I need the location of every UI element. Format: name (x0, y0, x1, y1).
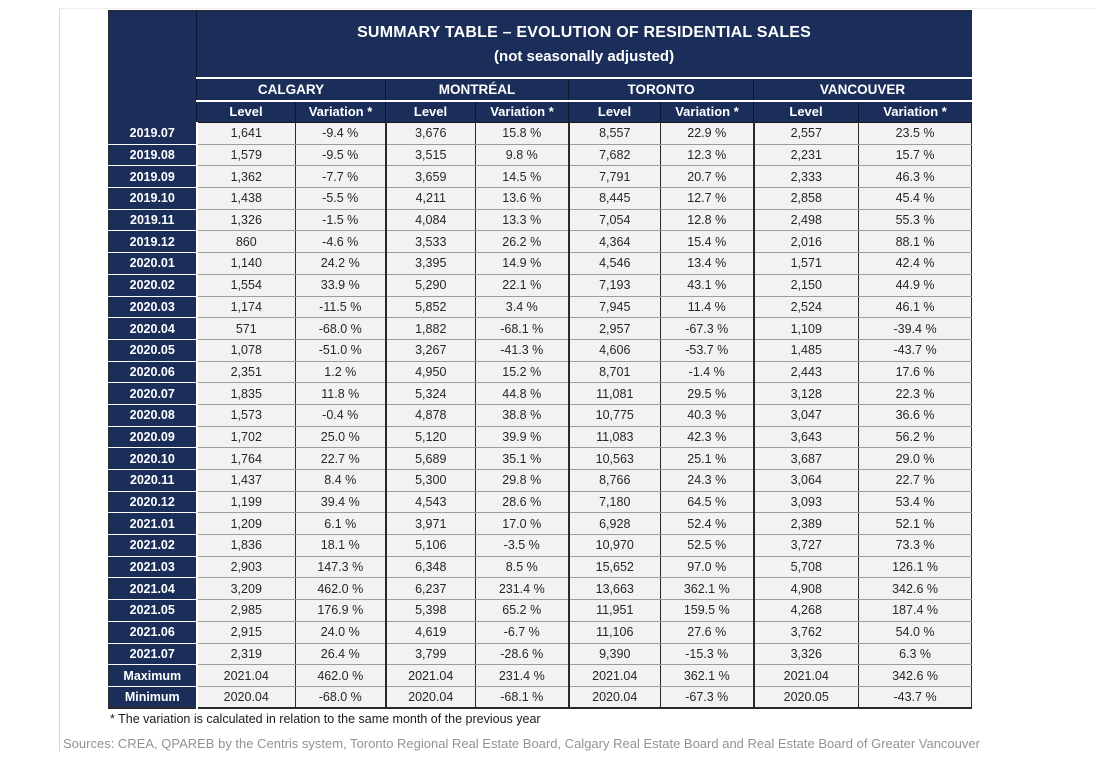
level-cell: 15,652 (569, 556, 661, 578)
row-label: 2020.05 (109, 339, 197, 361)
row-label: 2019.07 (109, 123, 197, 145)
level-cell: 7,682 (569, 144, 661, 166)
variation-cell: 11.8 % (296, 383, 386, 405)
variation-cell: 362.1 % (661, 665, 754, 687)
variation-cell: 40.3 % (661, 404, 754, 426)
level-cell: 2021.04 (569, 665, 661, 687)
table-row (109, 404, 972, 426)
table-row (109, 166, 972, 188)
level-cell: 2020.04 (569, 686, 661, 708)
variation-cell: 342.6 % (859, 665, 972, 687)
level-cell: 2021.04 (386, 665, 476, 687)
level-cell: 1,836 (197, 535, 296, 557)
table-row (109, 296, 972, 318)
subheader-variation: Variation * (661, 101, 754, 123)
level-cell: 3,395 (386, 253, 476, 275)
variation-cell: -68.1 % (476, 318, 569, 340)
table-row (109, 491, 972, 513)
subheader-variation: Variation * (476, 101, 569, 123)
variation-cell: 24.3 % (661, 470, 754, 492)
variation-cell: -1.4 % (661, 361, 754, 383)
level-cell: 3,643 (754, 426, 859, 448)
variation-cell: 3.4 % (476, 296, 569, 318)
row-label: 2020.03 (109, 296, 197, 318)
variation-cell: -68.0 % (296, 318, 386, 340)
table-row (109, 448, 972, 470)
table-row (109, 556, 972, 578)
variation-cell: -43.7 % (859, 339, 972, 361)
level-cell: 2,351 (197, 361, 296, 383)
variation-cell: -41.3 % (476, 339, 569, 361)
variation-cell: -39.4 % (859, 318, 972, 340)
level-cell: 3,687 (754, 448, 859, 470)
variation-cell: -7.7 % (296, 166, 386, 188)
variation-cell: 23.5 % (859, 123, 972, 145)
table-row (109, 274, 972, 296)
level-cell: 1,579 (197, 144, 296, 166)
variation-cell: -43.7 % (859, 686, 972, 708)
table-row (109, 123, 972, 145)
level-cell: 2,016 (754, 231, 859, 253)
variation-cell: 53.4 % (859, 491, 972, 513)
subheader-level: Level (754, 101, 859, 123)
level-cell: 5,300 (386, 470, 476, 492)
level-cell: 2,957 (569, 318, 661, 340)
row-label: 2021.01 (109, 513, 197, 535)
level-cell: 3,093 (754, 491, 859, 513)
level-cell: 13,663 (569, 578, 661, 600)
variation-cell: 159.5 % (661, 600, 754, 622)
row-label: 2020.10 (109, 448, 197, 470)
variation-cell: 24.2 % (296, 253, 386, 275)
level-cell: 6,237 (386, 578, 476, 600)
level-cell: 10,563 (569, 448, 661, 470)
variation-cell: 231.4 % (476, 578, 569, 600)
variation-cell: 462.0 % (296, 578, 386, 600)
variation-cell: 44.8 % (476, 383, 569, 405)
level-cell: 1,109 (754, 318, 859, 340)
variation-cell: 46.3 % (859, 166, 972, 188)
level-cell: 8,445 (569, 188, 661, 210)
level-cell: 1,326 (197, 209, 296, 231)
level-cell: 860 (197, 231, 296, 253)
level-cell: 2,557 (754, 123, 859, 145)
row-label: 2021.06 (109, 621, 197, 643)
row-label: 2020.07 (109, 383, 197, 405)
variation-cell: 13.6 % (476, 188, 569, 210)
subheader-variation: Variation * (859, 101, 972, 123)
level-cell: 1,641 (197, 123, 296, 145)
variation-cell: -68.0 % (296, 686, 386, 708)
table-header (109, 11, 972, 123)
variation-cell: 64.5 % (661, 491, 754, 513)
sources-line: Sources: CREA, QPAREB by the Centris system, Toronto Regional Real Estate Board, Calgary Real Estate Board and Real Estate Board of Greater Vancouver (63, 736, 980, 751)
level-cell: 2,231 (754, 144, 859, 166)
level-cell: 5,324 (386, 383, 476, 405)
row-label: 2020.08 (109, 404, 197, 426)
level-cell: 4,619 (386, 621, 476, 643)
level-cell: 3,128 (754, 383, 859, 405)
table-row (109, 144, 972, 166)
variation-cell: 46.1 % (859, 296, 972, 318)
variation-cell: 25.1 % (661, 448, 754, 470)
level-cell: 6,348 (386, 556, 476, 578)
variation-cell: 42.3 % (661, 426, 754, 448)
variation-cell: 18.1 % (296, 535, 386, 557)
level-cell: 5,398 (386, 600, 476, 622)
variation-cell: 29.0 % (859, 448, 972, 470)
level-cell: 4,878 (386, 404, 476, 426)
variation-cell: -15.3 % (661, 643, 754, 665)
variation-cell: 11.4 % (661, 296, 754, 318)
variation-cell: -4.6 % (296, 231, 386, 253)
level-cell: 3,047 (754, 404, 859, 426)
level-cell: 2,858 (754, 188, 859, 210)
table-body (109, 123, 972, 709)
city-header-row (109, 78, 972, 101)
summary-row (109, 665, 972, 687)
summary-row (109, 686, 972, 708)
table-row (109, 318, 972, 340)
variation-cell: 52.4 % (661, 513, 754, 535)
row-label: 2020.01 (109, 253, 197, 275)
table-row (109, 621, 972, 643)
row-label: 2019.11 (109, 209, 197, 231)
variation-cell: 22.1 % (476, 274, 569, 296)
variation-cell: 56.2 % (859, 426, 972, 448)
level-cell: 1,882 (386, 318, 476, 340)
variation-cell: 15.4 % (661, 231, 754, 253)
variation-cell: 35.1 % (476, 448, 569, 470)
table-title: SUMMARY TABLE – EVOLUTION OF RESIDENTIAL SALES (357, 23, 812, 41)
city-header-calgary: CALGARY (197, 78, 386, 101)
level-cell: 1,571 (754, 253, 859, 275)
row-label: Minimum (109, 686, 197, 708)
level-cell: 2,985 (197, 600, 296, 622)
city-header-montreal: MONTRÉAL (386, 78, 569, 101)
level-cell: 4,543 (386, 491, 476, 513)
level-cell: 4,908 (754, 578, 859, 600)
variation-cell: 38.8 % (476, 404, 569, 426)
row-label: 2019.12 (109, 231, 197, 253)
row-label: Maximum (109, 665, 197, 687)
level-cell: 11,083 (569, 426, 661, 448)
variation-cell: 14.9 % (476, 253, 569, 275)
level-cell: 1,764 (197, 448, 296, 470)
subheader-level: Level (386, 101, 476, 123)
level-cell: 3,064 (754, 470, 859, 492)
variation-cell: -9.5 % (296, 144, 386, 166)
table-row (109, 339, 972, 361)
table-title-cell (197, 11, 972, 78)
table-subtitle: (not seasonally adjusted) (494, 47, 675, 65)
variation-cell: 13.4 % (661, 253, 754, 275)
level-cell: 5,689 (386, 448, 476, 470)
variation-cell: 176.9 % (296, 600, 386, 622)
level-cell: 1,437 (197, 470, 296, 492)
level-cell: 3,533 (386, 231, 476, 253)
variation-cell: 26.4 % (296, 643, 386, 665)
level-cell: 8,557 (569, 123, 661, 145)
table-row (109, 426, 972, 448)
level-cell: 2021.04 (197, 665, 296, 687)
variation-cell: 29.8 % (476, 470, 569, 492)
variation-footnote: * The variation is calculated in relation to the same month of the previous year (110, 712, 541, 726)
level-cell: 2,524 (754, 296, 859, 318)
variation-cell: 147.3 % (296, 556, 386, 578)
level-cell: 5,106 (386, 535, 476, 557)
level-cell: 3,515 (386, 144, 476, 166)
variation-cell: -3.5 % (476, 535, 569, 557)
table-row (109, 253, 972, 275)
table-row (109, 535, 972, 557)
variation-cell: 36.6 % (859, 404, 972, 426)
level-cell: 8,766 (569, 470, 661, 492)
level-cell: 2,150 (754, 274, 859, 296)
variation-cell: 17.6 % (859, 361, 972, 383)
city-header-toronto: TORONTO (569, 78, 754, 101)
variation-cell: 42.4 % (859, 253, 972, 275)
table-row (109, 188, 972, 210)
variation-cell: 26.2 % (476, 231, 569, 253)
variation-cell: 55.3 % (859, 209, 972, 231)
table-row (109, 600, 972, 622)
level-cell: 2020.04 (386, 686, 476, 708)
variation-cell: 29.5 % (661, 383, 754, 405)
row-label: 2020.02 (109, 274, 197, 296)
level-cell: 2,498 (754, 209, 859, 231)
variation-cell: 187.4 % (859, 600, 972, 622)
variation-cell: 15.2 % (476, 361, 569, 383)
level-cell: 571 (197, 318, 296, 340)
variation-cell: 39.4 % (296, 491, 386, 513)
table-row (109, 383, 972, 405)
level-cell: 10,970 (569, 535, 661, 557)
variation-cell: -28.6 % (476, 643, 569, 665)
level-cell: 5,290 (386, 274, 476, 296)
level-cell: 1,485 (754, 339, 859, 361)
row-label: 2021.02 (109, 535, 197, 557)
level-cell: 1,140 (197, 253, 296, 275)
level-cell: 6,928 (569, 513, 661, 535)
variation-cell: 12.8 % (661, 209, 754, 231)
table-row (109, 578, 972, 600)
level-cell: 2021.04 (754, 665, 859, 687)
level-cell: 3,676 (386, 123, 476, 145)
variation-cell: 342.6 % (859, 578, 972, 600)
variation-cell: -6.7 % (476, 621, 569, 643)
level-cell: 4,546 (569, 253, 661, 275)
variation-cell: 462.0 % (296, 665, 386, 687)
level-cell: 7,054 (569, 209, 661, 231)
variation-cell: 12.7 % (661, 188, 754, 210)
variation-cell: 231.4 % (476, 665, 569, 687)
variation-cell: 8.4 % (296, 470, 386, 492)
table-row (109, 643, 972, 665)
level-cell: 5,852 (386, 296, 476, 318)
row-label: 2020.11 (109, 470, 197, 492)
variation-cell: 8.5 % (476, 556, 569, 578)
variation-cell: 13.3 % (476, 209, 569, 231)
row-label: 2021.04 (109, 578, 197, 600)
level-cell: 2020.04 (197, 686, 296, 708)
variation-cell: 33.9 % (296, 274, 386, 296)
level-cell: 3,971 (386, 513, 476, 535)
row-label: 2020.06 (109, 361, 197, 383)
level-cell: 3,326 (754, 643, 859, 665)
subheader-variation: Variation * (296, 101, 386, 123)
subheader-level: Level (569, 101, 661, 123)
level-cell: 7,791 (569, 166, 661, 188)
level-cell: 4,364 (569, 231, 661, 253)
row-label: 2020.12 (109, 491, 197, 513)
variation-cell: 6.1 % (296, 513, 386, 535)
variation-cell: -9.4 % (296, 123, 386, 145)
table-row (109, 513, 972, 535)
subheader-level: Level (197, 101, 296, 123)
variation-cell: -0.4 % (296, 404, 386, 426)
title-row (109, 11, 972, 78)
level-cell: 10,775 (569, 404, 661, 426)
row-label: 2019.09 (109, 166, 197, 188)
level-cell: 3,727 (754, 535, 859, 557)
variation-cell: 22.7 % (296, 448, 386, 470)
level-cell: 4,084 (386, 209, 476, 231)
row-label: 2021.07 (109, 643, 197, 665)
level-cell: 7,193 (569, 274, 661, 296)
row-label: 2019.08 (109, 144, 197, 166)
variation-cell: 126.1 % (859, 556, 972, 578)
variation-cell: 362.1 % (661, 578, 754, 600)
variation-cell: 27.6 % (661, 621, 754, 643)
level-cell: 7,180 (569, 491, 661, 513)
level-cell: 3,762 (754, 621, 859, 643)
variation-cell: 73.3 % (859, 535, 972, 557)
variation-cell: 9.8 % (476, 144, 569, 166)
level-cell: 2,903 (197, 556, 296, 578)
variation-cell: 65.2 % (476, 600, 569, 622)
level-cell: 9,390 (569, 643, 661, 665)
variation-cell: -67.3 % (661, 318, 754, 340)
residential-sales-summary-table (108, 10, 972, 709)
variation-cell: 43.1 % (661, 274, 754, 296)
level-cell: 5,120 (386, 426, 476, 448)
level-cell: 1,199 (197, 491, 296, 513)
variation-cell: -67.3 % (661, 686, 754, 708)
level-cell: 1,174 (197, 296, 296, 318)
variation-cell: 6.3 % (859, 643, 972, 665)
variation-cell: 20.7 % (661, 166, 754, 188)
variation-cell: -1.5 % (296, 209, 386, 231)
level-cell: 2,443 (754, 361, 859, 383)
variation-cell: 24.0 % (296, 621, 386, 643)
level-cell: 11,106 (569, 621, 661, 643)
level-cell: 11,081 (569, 383, 661, 405)
variation-cell: 97.0 % (661, 556, 754, 578)
variation-cell: 1.2 % (296, 361, 386, 383)
table-row (109, 470, 972, 492)
level-cell: 3,267 (386, 339, 476, 361)
variation-cell: 15.8 % (476, 123, 569, 145)
level-cell: 1,362 (197, 166, 296, 188)
variation-cell: -53.7 % (661, 339, 754, 361)
level-cell: 1,078 (197, 339, 296, 361)
level-cell: 1,702 (197, 426, 296, 448)
variation-cell: 54.0 % (859, 621, 972, 643)
level-cell: 11,951 (569, 600, 661, 622)
level-cell: 1,554 (197, 274, 296, 296)
variation-cell: -5.5 % (296, 188, 386, 210)
level-cell: 4,606 (569, 339, 661, 361)
variation-cell: 22.9 % (661, 123, 754, 145)
variation-cell: 12.3 % (661, 144, 754, 166)
level-cell: 4,950 (386, 361, 476, 383)
level-cell: 1,573 (197, 404, 296, 426)
level-cell: 4,268 (754, 600, 859, 622)
city-header-vancouver: VANCOUVER (754, 78, 972, 101)
variation-cell: 52.5 % (661, 535, 754, 557)
table-row (109, 361, 972, 383)
variation-cell: 14.5 % (476, 166, 569, 188)
variation-cell: 28.6 % (476, 491, 569, 513)
corner-cell (109, 11, 197, 123)
level-cell: 1,438 (197, 188, 296, 210)
variation-cell: 17.0 % (476, 513, 569, 535)
level-cell: 8,701 (569, 361, 661, 383)
subheader-row (109, 101, 972, 123)
level-cell: 2020.05 (754, 686, 859, 708)
level-cell: 3,799 (386, 643, 476, 665)
variation-cell: -51.0 % (296, 339, 386, 361)
row-label: 2021.03 (109, 556, 197, 578)
row-label: 2020.04 (109, 318, 197, 340)
level-cell: 4,211 (386, 188, 476, 210)
variation-cell: 22.3 % (859, 383, 972, 405)
level-cell: 2,389 (754, 513, 859, 535)
level-cell: 2,319 (197, 643, 296, 665)
variation-cell: 52.1 % (859, 513, 972, 535)
table-row (109, 209, 972, 231)
row-label: 2019.10 (109, 188, 197, 210)
level-cell: 3,209 (197, 578, 296, 600)
variation-cell: -11.5 % (296, 296, 386, 318)
variation-cell: 39.9 % (476, 426, 569, 448)
variation-cell: 88.1 % (859, 231, 972, 253)
level-cell: 1,835 (197, 383, 296, 405)
row-label: 2020.09 (109, 426, 197, 448)
level-cell: 5,708 (754, 556, 859, 578)
level-cell: 2,915 (197, 621, 296, 643)
variation-cell: 15.7 % (859, 144, 972, 166)
variation-cell: 44.9 % (859, 274, 972, 296)
level-cell: 3,659 (386, 166, 476, 188)
row-label: 2021.05 (109, 600, 197, 622)
variation-cell: 22.7 % (859, 470, 972, 492)
level-cell: 2,333 (754, 166, 859, 188)
level-cell: 1,209 (197, 513, 296, 535)
variation-cell: -68.1 % (476, 686, 569, 708)
variation-cell: 25.0 % (296, 426, 386, 448)
table-row (109, 231, 972, 253)
variation-cell: 45.4 % (859, 188, 972, 210)
level-cell: 7,945 (569, 296, 661, 318)
